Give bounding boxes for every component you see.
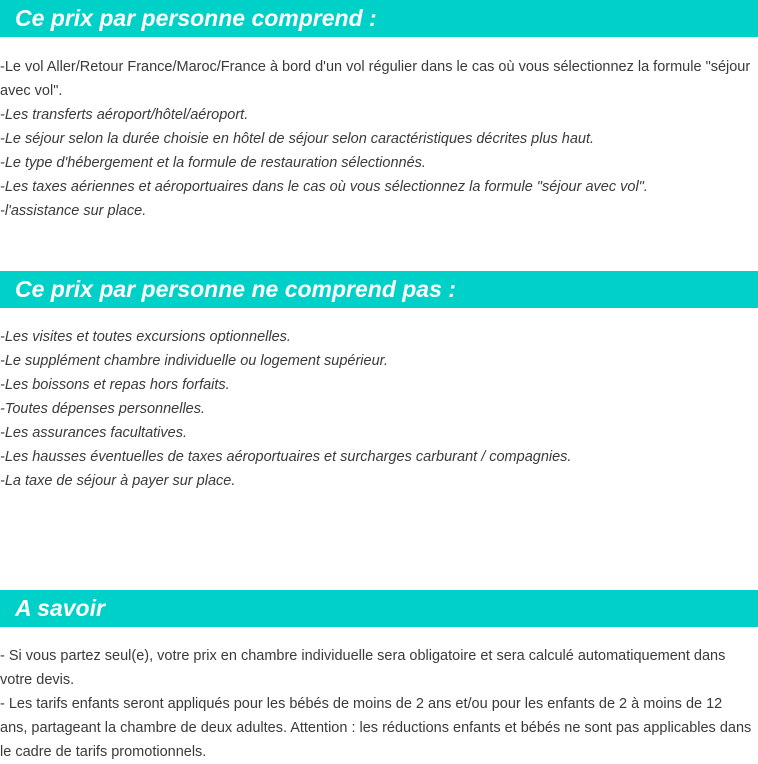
list-item: -Toutes dépenses personnelles. (0, 401, 206, 417)
list-item: -Le type d'hébergement et la formule de restauration sélectionnés. (0, 155, 426, 171)
section-header-included: Ce prix par personne comprend : (0, 0, 758, 37)
list-item: -Les boissons et repas hors forfaits. (0, 377, 230, 393)
list-item: - Les tarifs enfants seront appliqués pour les bébés de moins de 2 ans et/ou pour les enfants de 2 à moins de 12 ans, partageant la chambre de deux adultes. Attention : les réductions enfants et bébés ne sont pas applicables dans le cadre de tarifs promotionnels. (0, 696, 752, 760)
section-header-a-savoir: A savoir (0, 590, 758, 627)
list-item: - Si vous partez seul(e), votre prix en chambre individuelle sera obligatoire et sera calculé automatiquement dans votre devis. (0, 648, 726, 688)
list-item: -Les visites et toutes excursions optionnelles. (0, 329, 291, 345)
list-item: -Le supplément chambre individuelle ou logement supérieur. (0, 353, 388, 369)
list-item: -Les assurances facultatives. (0, 425, 187, 441)
a-savoir-list (0, 644, 752, 764)
not-included-list (0, 325, 752, 493)
included-list (0, 55, 752, 223)
list-item: -Les transferts aéroport/hôtel/aéroport. (0, 107, 249, 123)
list-item: -Les taxes aériennes et aéroportuaires dans le cas où vous sélectionnez la formule "séjour avec vol". (0, 179, 648, 195)
list-item: -Le vol Aller/Retour France/Maroc/France à bord d'un vol régulier dans le cas où vous sélectionnez la formule "séjour avec vol". (0, 59, 751, 99)
list-item: -l'assistance sur place. (0, 203, 147, 219)
list-item: -La taxe de séjour à payer sur place. (0, 473, 236, 489)
section-header-not-included: Ce prix par personne ne comprend pas : (0, 271, 758, 308)
list-item: -Le séjour selon la durée choisie en hôtel de séjour selon caractéristiques décrites plus haut. (0, 131, 595, 147)
list-item: -Les hausses éventuelles de taxes aéroportuaires et surcharges carburant / compagnies. (0, 449, 572, 465)
